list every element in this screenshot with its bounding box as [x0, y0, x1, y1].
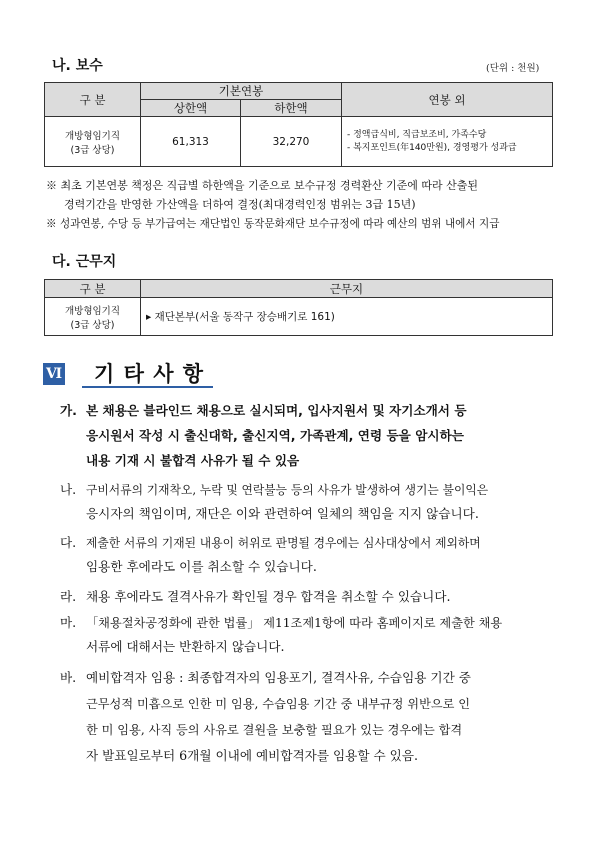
salary-header-upper: 상한액	[141, 100, 241, 117]
unit-label: (단위 : 천원)	[486, 63, 540, 74]
salary-header-base: 기본연봉	[141, 83, 342, 100]
salary-table	[44, 82, 553, 167]
salary-header-lower: 하한액	[241, 100, 342, 117]
list-item-line: 채용 후에라도 결격사유가 확인될 경우 합격을 취소할 수 있습니다.	[86, 589, 451, 604]
location-label-line2: (3급 상당)	[70, 319, 115, 331]
list-item-line: 구비서류의 기재착오, 누락 및 연락불능 등의 사유가 발생하여 생기는 불이익은	[86, 483, 489, 497]
list-item-line: 근무성적 미흡으로 인한 미 임용, 수습임용 기간 중 내부규정 위반으로 인	[86, 697, 471, 711]
salary-upper-value: 61,313	[141, 117, 241, 167]
list-item-line: 내용 기재 시 불합격 사유가 될 수 있음	[86, 453, 300, 468]
list-item-line: 제출한 서류의 기재된 내용이 허위로 판명될 경우에는 심사대상에서 제외하며	[86, 536, 481, 550]
section-title-misc: 기 타 사 항	[94, 362, 205, 386]
location-table	[44, 279, 553, 336]
location-label-line1: 개방형임기직	[64, 305, 121, 317]
list-item-line: 임용한 후에라도 이를 취소할 수 있습니다.	[86, 559, 317, 574]
salary-row-label	[45, 117, 141, 167]
location-value: ▸ 재단본부(서울 동작구 장승배기로 161)	[141, 298, 553, 336]
list-item-line: 「채용절차공정화에 관한 법률」 제11조제1항에 따라 홈페이지로 제출한 채용	[86, 616, 503, 630]
list-item-label: 다.	[60, 535, 77, 550]
salary-note-2: ※ 성과연봉, 수당 등 부가급여는 재단법인 동작문화재단 보수규정에 따라 예산의 범위 내에서 지급	[46, 218, 500, 230]
list-item-line: 응시원서 작성 시 출신대학, 출신지역, 가족관계, 연령 등을 암시하는	[86, 428, 464, 443]
row-label-line2: (3급 상당)	[70, 144, 115, 156]
list-item-label: 나.	[60, 482, 77, 497]
list-item-label: 마.	[60, 615, 77, 630]
list-item-line: 본 채용은 블라인드 채용으로 실시되며, 입사지원서 및 자기소개서 등	[86, 403, 467, 418]
location-header-location: 근무지	[141, 280, 553, 298]
salary-lower-value: 32,270	[241, 117, 342, 167]
extra-line2: - 복지포인트(年140만원), 경영평가 성과급	[347, 142, 517, 153]
salary-note-1-line2: 경력기간을 반영한 가산액을 더하여 결정(최대경력인정 범위는 3급 15년)	[64, 198, 416, 211]
list-item	[60, 398, 560, 476]
section-number-badge: Ⅵ	[43, 363, 65, 385]
salary-header-category: 구 분	[45, 83, 141, 117]
extra-line1: - 정액급식비, 직급보조비, 가족수당	[347, 129, 487, 140]
salary-header-extra: 연봉 외	[342, 83, 553, 117]
row-label-line1: 개방형임기직	[64, 130, 121, 142]
section-title-salary: 나. 보수	[52, 58, 103, 74]
list-item-label: 가.	[60, 403, 77, 418]
location-header-category: 구 분	[45, 280, 141, 298]
section-title-location: 다. 근무지	[52, 254, 117, 270]
list-item-line: 자 발표일로부터 6개월 이내에 예비합격자를 임용할 수 있음.	[86, 748, 419, 763]
list-item-line: 예비합격자 임용 : 최종합격자의 임용포기, 결격사유, 수습임용 기간 중	[86, 670, 471, 685]
salary-extra-cell	[342, 117, 553, 167]
salary-note-1-line1: ※ 최초 기본연봉 책정은 직급별 하한액을 기준으로 보수규정 경력환산 기준에 따라 산출된	[46, 179, 478, 192]
list-item-line: 서류에 대해서는 반환하지 않습니다.	[86, 639, 285, 654]
list-item-line: 응시자의 책임이며, 재단은 이와 관련하여 일체의 책임을 지지 않습니다.	[86, 506, 479, 521]
list-item-label: 라.	[60, 589, 77, 604]
section-title-underline	[82, 386, 213, 388]
location-row-label	[45, 298, 141, 336]
list-item-line: 한 미 임용, 사직 등의 사유로 결원을 보충할 필요가 있는 경우에는 합격	[86, 723, 463, 737]
list-item-label: 바.	[60, 670, 77, 685]
